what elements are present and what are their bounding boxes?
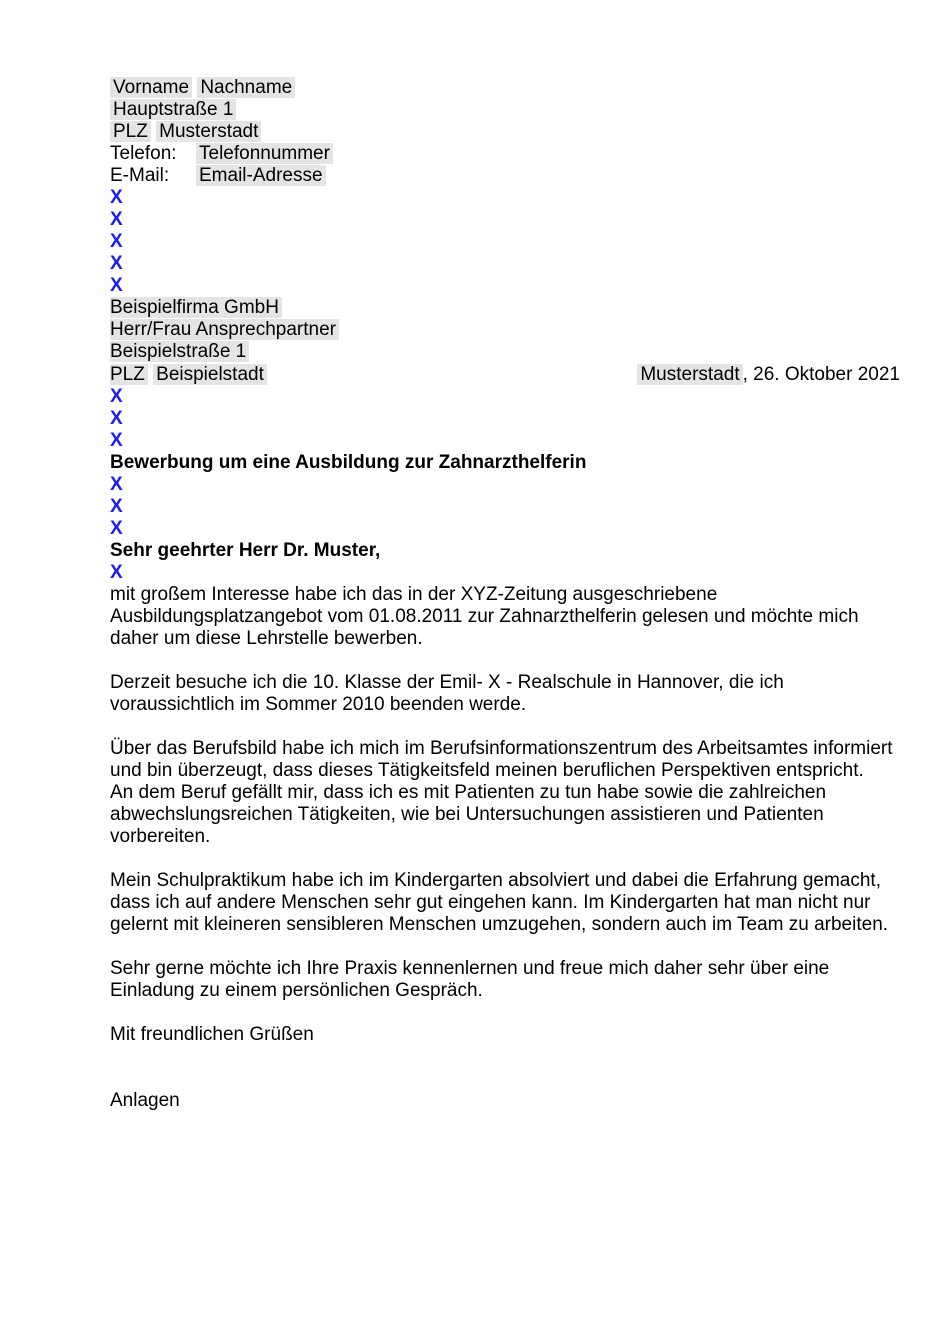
spacer-marker: X: [110, 518, 123, 539]
spacer-marker: X: [110, 386, 123, 407]
subject-line: Bewerbung um eine Ausbildung zur Zahnarzthelferin: [110, 452, 587, 473]
body-paragraph-4: Mein Schulpraktikum habe ich im Kindergarten absolviert und dabei die Erfahrung gemacht, dass ich auf andere Menschen sehr gut eingehen kann. Im Kindergarten hat man nicht nur gelernt mit kleineren sensibleren Menschen umzugehen, sondern auch im Team zu arbeiten.: [110, 870, 889, 935]
closing: Mit freundlichen Grüßen: [110, 1024, 314, 1045]
attachments-label: Anlagen: [110, 1090, 180, 1111]
spacer-marker: X: [110, 275, 123, 296]
email-label: E-Mail:: [110, 165, 170, 186]
date-text: , 26. Oktober 2021: [742, 364, 900, 385]
date-place[interactable]: Musterstadt: [637, 364, 742, 385]
body-paragraph-1: mit großem Interesse habe ich das in der XYZ-Zeitung ausgeschriebene Ausbildungsplatzangebot vom 01.08.2011 zur Zahnarzthelferin gelesen und möchte mich daher um diese Lehrstelle bewerben.: [110, 584, 859, 649]
sender-street-line: [110, 99, 236, 121]
salutation: Sehr geehrter Herr Dr. Muster,: [110, 540, 381, 561]
sender-first-name[interactable]: Vorname: [110, 77, 192, 98]
sender-phone[interactable]: Telefonnummer: [196, 143, 333, 164]
phone-label: Telefon:: [110, 143, 177, 164]
recipient-city-line: [110, 364, 267, 386]
sender-city[interactable]: Musterstadt: [156, 121, 261, 142]
recipient-company[interactable]: Beispielfirma GmbH: [110, 297, 282, 318]
body-paragraph-3: Über das Berufsbild habe ich mich im Berufsinformationszentrum des Arbeitsamtes informiert und bin überzeugt, dass dieses Tätigkeitsfeld meinen beruflichen Perspektiven entspricht. An dem Beruf gefällt mir, dass ich es mit Patienten zu tun habe sowie die zahlreichen abwechslungsreichen Tätigkeiten, wie bei Untersuchungen assistieren und Patienten vorbereiten.: [110, 738, 893, 847]
sender-email[interactable]: Email-Adresse: [196, 165, 326, 186]
recipient-city[interactable]: Beispielstadt: [153, 364, 267, 385]
spacer-marker: X: [110, 496, 123, 517]
sender-phone-line: [110, 143, 333, 165]
spacer-marker: X: [110, 562, 123, 583]
sender-name-line: [110, 77, 295, 99]
recipient-street-line: [110, 341, 249, 363]
sender-zip[interactable]: PLZ: [110, 121, 151, 142]
spacer-marker: X: [110, 253, 123, 274]
recipient-company-line: [110, 297, 282, 319]
sender-last-name[interactable]: Nachname: [197, 77, 295, 98]
spacer-marker: X: [110, 187, 123, 208]
spacer-marker: X: [110, 430, 123, 451]
sender-street[interactable]: Hauptstraße 1: [110, 99, 236, 120]
spacer-marker: X: [110, 408, 123, 429]
recipient-contact[interactable]: Herr/Frau Ansprechpartner: [110, 319, 339, 340]
spacer-marker: X: [110, 209, 123, 230]
letter-date: [637, 364, 900, 386]
sender-city-line: [110, 121, 261, 143]
spacer-marker: X: [110, 474, 123, 495]
body-paragraph-5: Sehr gerne möchte ich Ihre Praxis kennenlernen und freue mich daher sehr über eine Einladung zu einem persönlichen Gespräch.: [110, 958, 830, 1001]
recipient-contact-line: [110, 319, 339, 341]
spacer-marker: X: [110, 231, 123, 252]
sender-email-line: [110, 165, 326, 187]
body-paragraph-2: Derzeit besuche ich die 10. Klasse der Emil- X - Realschule in Hannover, die ich voraussichtlich im Sommer 2010 beenden werde.: [110, 672, 784, 715]
recipient-street[interactable]: Beispielstraße 1: [110, 341, 249, 362]
recipient-zip[interactable]: PLZ: [110, 364, 148, 385]
